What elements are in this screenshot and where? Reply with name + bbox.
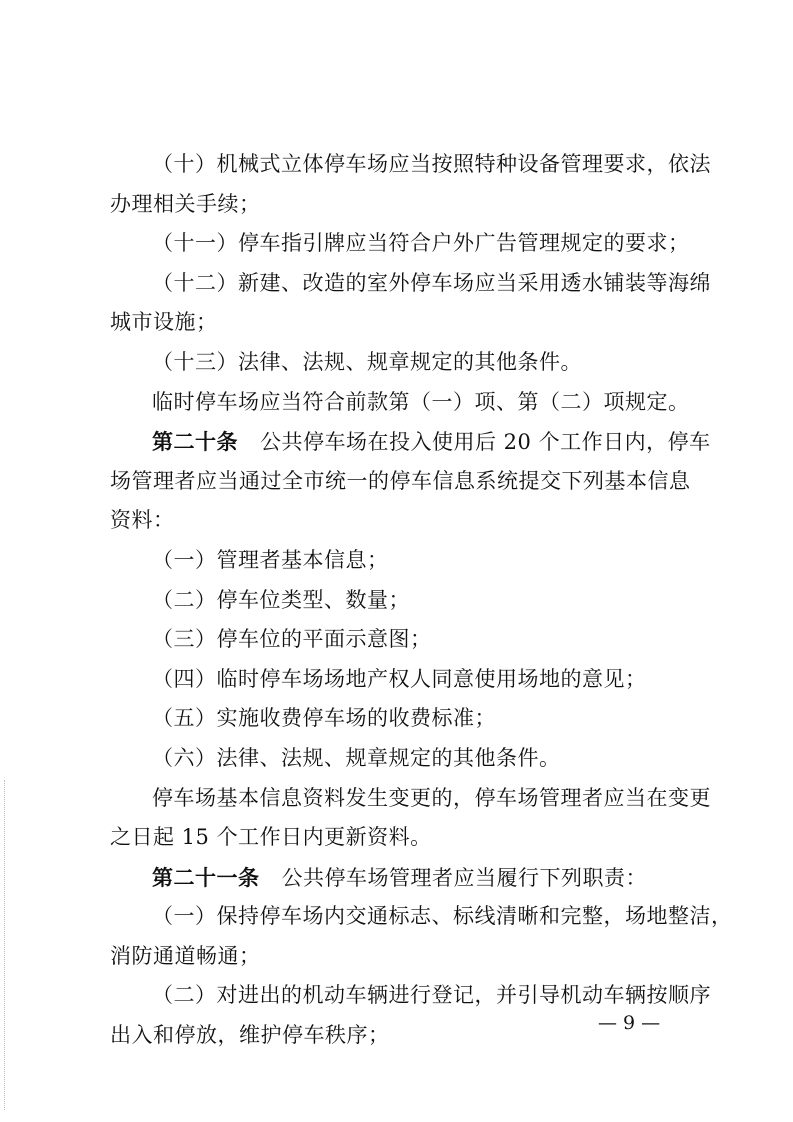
line-text: 之日起 15 个工作日内更新资料。 — [110, 825, 432, 850]
line-text: （十一）停车指引牌应当符合户外广告管理规定的要求； — [152, 231, 690, 256]
line-text: （一）保持停车场内交通标志、标线清晰和完整，场地整洁， — [152, 904, 733, 929]
text-line — [110, 818, 696, 858]
line-text: 资料： — [110, 508, 175, 533]
line-text: 公共停车场在投入使用后 20 个工作日内，停车 — [260, 430, 711, 455]
page-number: — 9 — — [598, 1012, 661, 1034]
text-line — [110, 264, 711, 304]
line-text: 停车场基本信息资料发生变更的，停车场管理者应当在变更 — [152, 785, 711, 810]
binding-edge — [4, 780, 5, 1110]
text-line — [110, 699, 696, 739]
line-text: 场管理者应当通过全市统一的停车信息系统提交下列基本信息 — [110, 468, 691, 493]
article-heading: 第二十条 — [152, 429, 238, 455]
line-text: （四）临时停车场场地产权人同意使用场地的意见； — [152, 666, 647, 691]
line-text: （二）对进出的机动车辆进行登记，并引导机动车辆按顺序 — [152, 983, 711, 1008]
article-line — [110, 858, 696, 898]
article-heading: 第二十一条 — [152, 864, 260, 890]
article-line — [110, 422, 711, 462]
text-line — [110, 620, 696, 660]
line-text: （二）停车位类型、数量； — [152, 587, 410, 612]
text-line — [110, 145, 711, 185]
text-line — [110, 581, 696, 621]
line-text: （一）管理者基本信息； — [152, 547, 389, 572]
text-line — [110, 937, 696, 977]
text-line — [110, 462, 696, 502]
line-text: 办理相关手续； — [110, 191, 261, 216]
line-text: （六）法律、法规、规章规定的其他条件。 — [152, 745, 561, 770]
text-line — [110, 660, 696, 700]
text-line — [110, 976, 711, 1016]
text-line — [110, 541, 696, 581]
line-text: （十）机械式立体停车场应当按照特种设备管理要求，依法 — [152, 152, 711, 176]
line-text: （十三）法律、法规、规章规定的其他条件。 — [152, 349, 582, 374]
line-text: 消防通道畅通； — [110, 943, 261, 968]
line-text: 临时停车场应当符合前款第（一）项、第（二）项规定。 — [152, 389, 690, 414]
line-text: （十二）新建、改造的室外停车场应当采用透水铺装等海绵 — [152, 270, 711, 295]
text-line — [110, 343, 696, 383]
line-text: 出入和停放，维护停车秩序； — [110, 1023, 390, 1048]
line-text: 公共停车场管理者应当履行下列职责： — [281, 865, 647, 890]
line-text: （三）停车位的平面示意图； — [152, 627, 432, 652]
line-text: 城市设施； — [110, 310, 218, 335]
text-line — [110, 501, 696, 541]
text-line — [110, 779, 711, 819]
text-line — [110, 739, 696, 779]
text-line — [110, 303, 696, 343]
text-line — [110, 383, 696, 423]
text-line — [110, 897, 733, 937]
text-line — [110, 185, 696, 225]
text-line — [110, 224, 696, 264]
line-text: （五）实施收费停车场的收费标准； — [152, 706, 496, 731]
document-body — [110, 145, 733, 1056]
